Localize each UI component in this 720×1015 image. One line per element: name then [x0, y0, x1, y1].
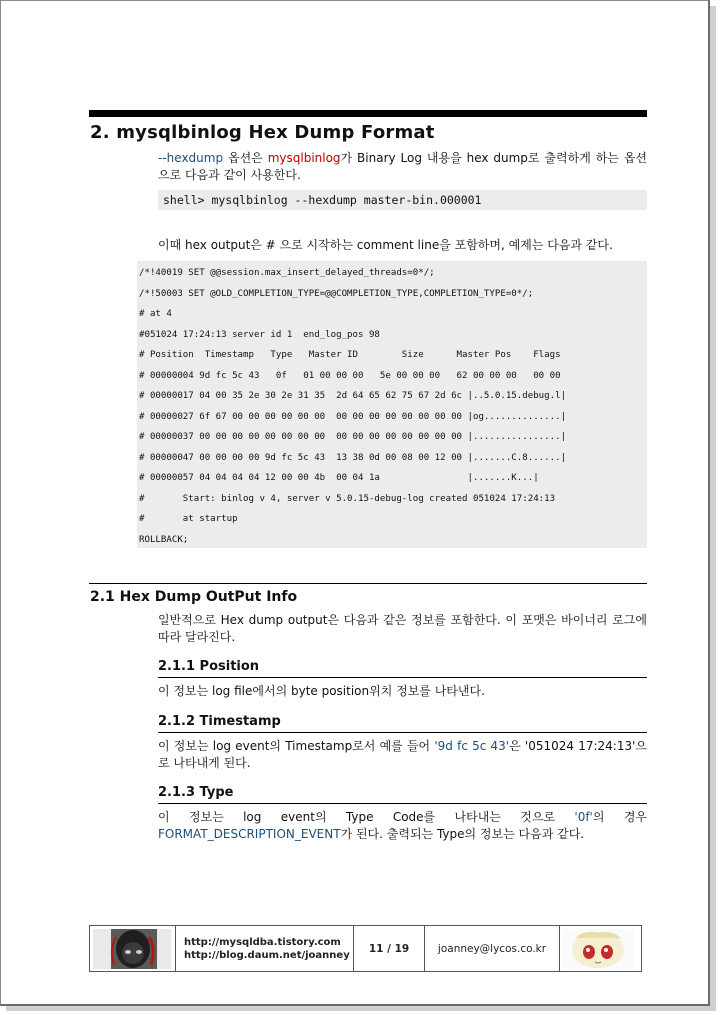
section-heading: 2. mysqlbinlog Hex Dump Format [90, 122, 435, 143]
section-top-rule [89, 110, 647, 117]
position-description: 이 정보는 log file에서의 byte position위치 정보를 나타낸다. [158, 684, 485, 698]
type-heading-rule [158, 803, 647, 804]
code-line: # at startup [139, 514, 238, 524]
subsection-rule [89, 583, 647, 584]
intro-text: 옵션은 [223, 151, 268, 165]
timestamp-description [158, 738, 647, 772]
code-line: # Position Timestamp Type Master ID Size Master Pos Flags [139, 350, 561, 360]
page-shadow-right [710, 6, 716, 1010]
timestamp-text-rest: 은 '051024 17:24:13'으로 나타내게 된다. [158, 739, 647, 770]
footer-urls [176, 926, 353, 962]
code-line: # at 4 [139, 309, 172, 319]
footer-email: joanney@lycos.co.kr [425, 926, 560, 971]
subsection-heading: 2.1 Hex Dump OutPut Info [90, 589, 298, 605]
hex-output-code-block [137, 261, 647, 548]
page-number: 11 / 19 [354, 926, 425, 971]
cute-character-avatar-icon [563, 929, 633, 969]
code-line: # 00000057 04 04 04 04 12 00 00 4b 00 04 1a |.......K...| [139, 473, 539, 483]
daum-url-link[interactable]: http://blog.daum.net/joanney [184, 950, 350, 961]
type-text-mid: 의 경우 [592, 810, 648, 824]
hex-output-description: 이때 hex output은 # 으로 시작하는 comment line을 포함하며, 예제는 다음과 같다. [158, 238, 613, 252]
type-hex-value: '0f' [574, 810, 593, 824]
code-line: # 00000027 6f 67 00 00 00 00 00 00 00 00 00 00 00 00 00 00 |og..............| [139, 412, 567, 422]
timestamp-heading: 2.1.2 Timestamp [158, 714, 281, 729]
page-shadow-bottom [6, 1006, 716, 1011]
code-line: ROLLBACK; [139, 535, 189, 545]
code-line: # 00000004 9d fc 5c 43 0f 01 00 00 00 5e 00 00 00 62 00 00 00 00 00 [139, 371, 561, 381]
position-heading: 2.1.1 Position [158, 659, 260, 674]
position-heading-rule [158, 677, 647, 678]
code-line: # 00000037 00 00 00 00 00 00 00 00 00 00 00 00 00 00 00 00 |................| [139, 432, 567, 442]
footer-left-image-cell [90, 926, 176, 971]
tistory-url-link[interactable]: http://mysqldba.tistory.com [184, 937, 341, 948]
shell-command-box: shell> mysqlbinlog --hexdump master-bin.000001 [158, 190, 647, 210]
code-line: /*!40019 SET @@session.max_insert_delayed_threads=0*/; [139, 268, 435, 278]
hexdump-intro [158, 150, 647, 184]
intro-text-rest: 가 Binary Log 내용을 hex dump로 출력하게 하는 옵션으로 다음과 같이 사용한다. [158, 151, 647, 182]
hexdump-option-term: --hexdump [158, 151, 224, 165]
code-line: /*!50003 SET @OLD_COMPLETION_TYPE=@@COMPLETION_TYPE,COMPLETION_TYPE=0*/; [139, 289, 534, 299]
code-line: # Start: binlog v 4, server v 5.0.15-debug-log created 051024 17:24:13 [139, 494, 556, 504]
type-heading: 2.1.3 Type [158, 785, 234, 800]
footer-right-image-cell [560, 926, 641, 971]
page-footer [89, 925, 642, 972]
output-info-intro: 일반적으로 Hex dump output은 다음과 같은 정보를 포함한다. 이 포맷은 바이너리 로그에 따라 달라진다. [158, 613, 647, 644]
timestamp-text: 이 정보는 log event의 Timestamp로서 예를 들어 [158, 739, 435, 753]
mysqlbinlog-term: mysqlbinlog [267, 151, 341, 165]
format-description-event-term: FORMAT_DESCRIPTION_EVENT [158, 827, 341, 841]
code-line: # 00000017 04 00 35 2e 30 2e 31 35 2d 64 65 62 75 67 2d 6c |..5.0.15.debug.l| [139, 391, 567, 401]
type-text: 이 정보는 log event의 Type Code를 나타내는 것으로 [158, 810, 575, 824]
code-line: #051024 17:24:13 server id 1 end_log_pos 98 [139, 330, 380, 340]
timestamp-hex-value: '9d fc 5c 43' [434, 739, 510, 753]
dark-character-avatar-icon [93, 929, 171, 969]
code-line: # 00000047 00 00 00 00 9d fc 5c 43 13 38 0d 00 08 00 12 00 |.......C.8......| [139, 453, 567, 463]
type-text-rest: 가 된다. 출력되는 Type의 정보는 다음과 같다. [340, 827, 585, 841]
timestamp-heading-rule [158, 732, 647, 733]
type-description [158, 809, 647, 843]
footer-url-cell [176, 926, 354, 971]
